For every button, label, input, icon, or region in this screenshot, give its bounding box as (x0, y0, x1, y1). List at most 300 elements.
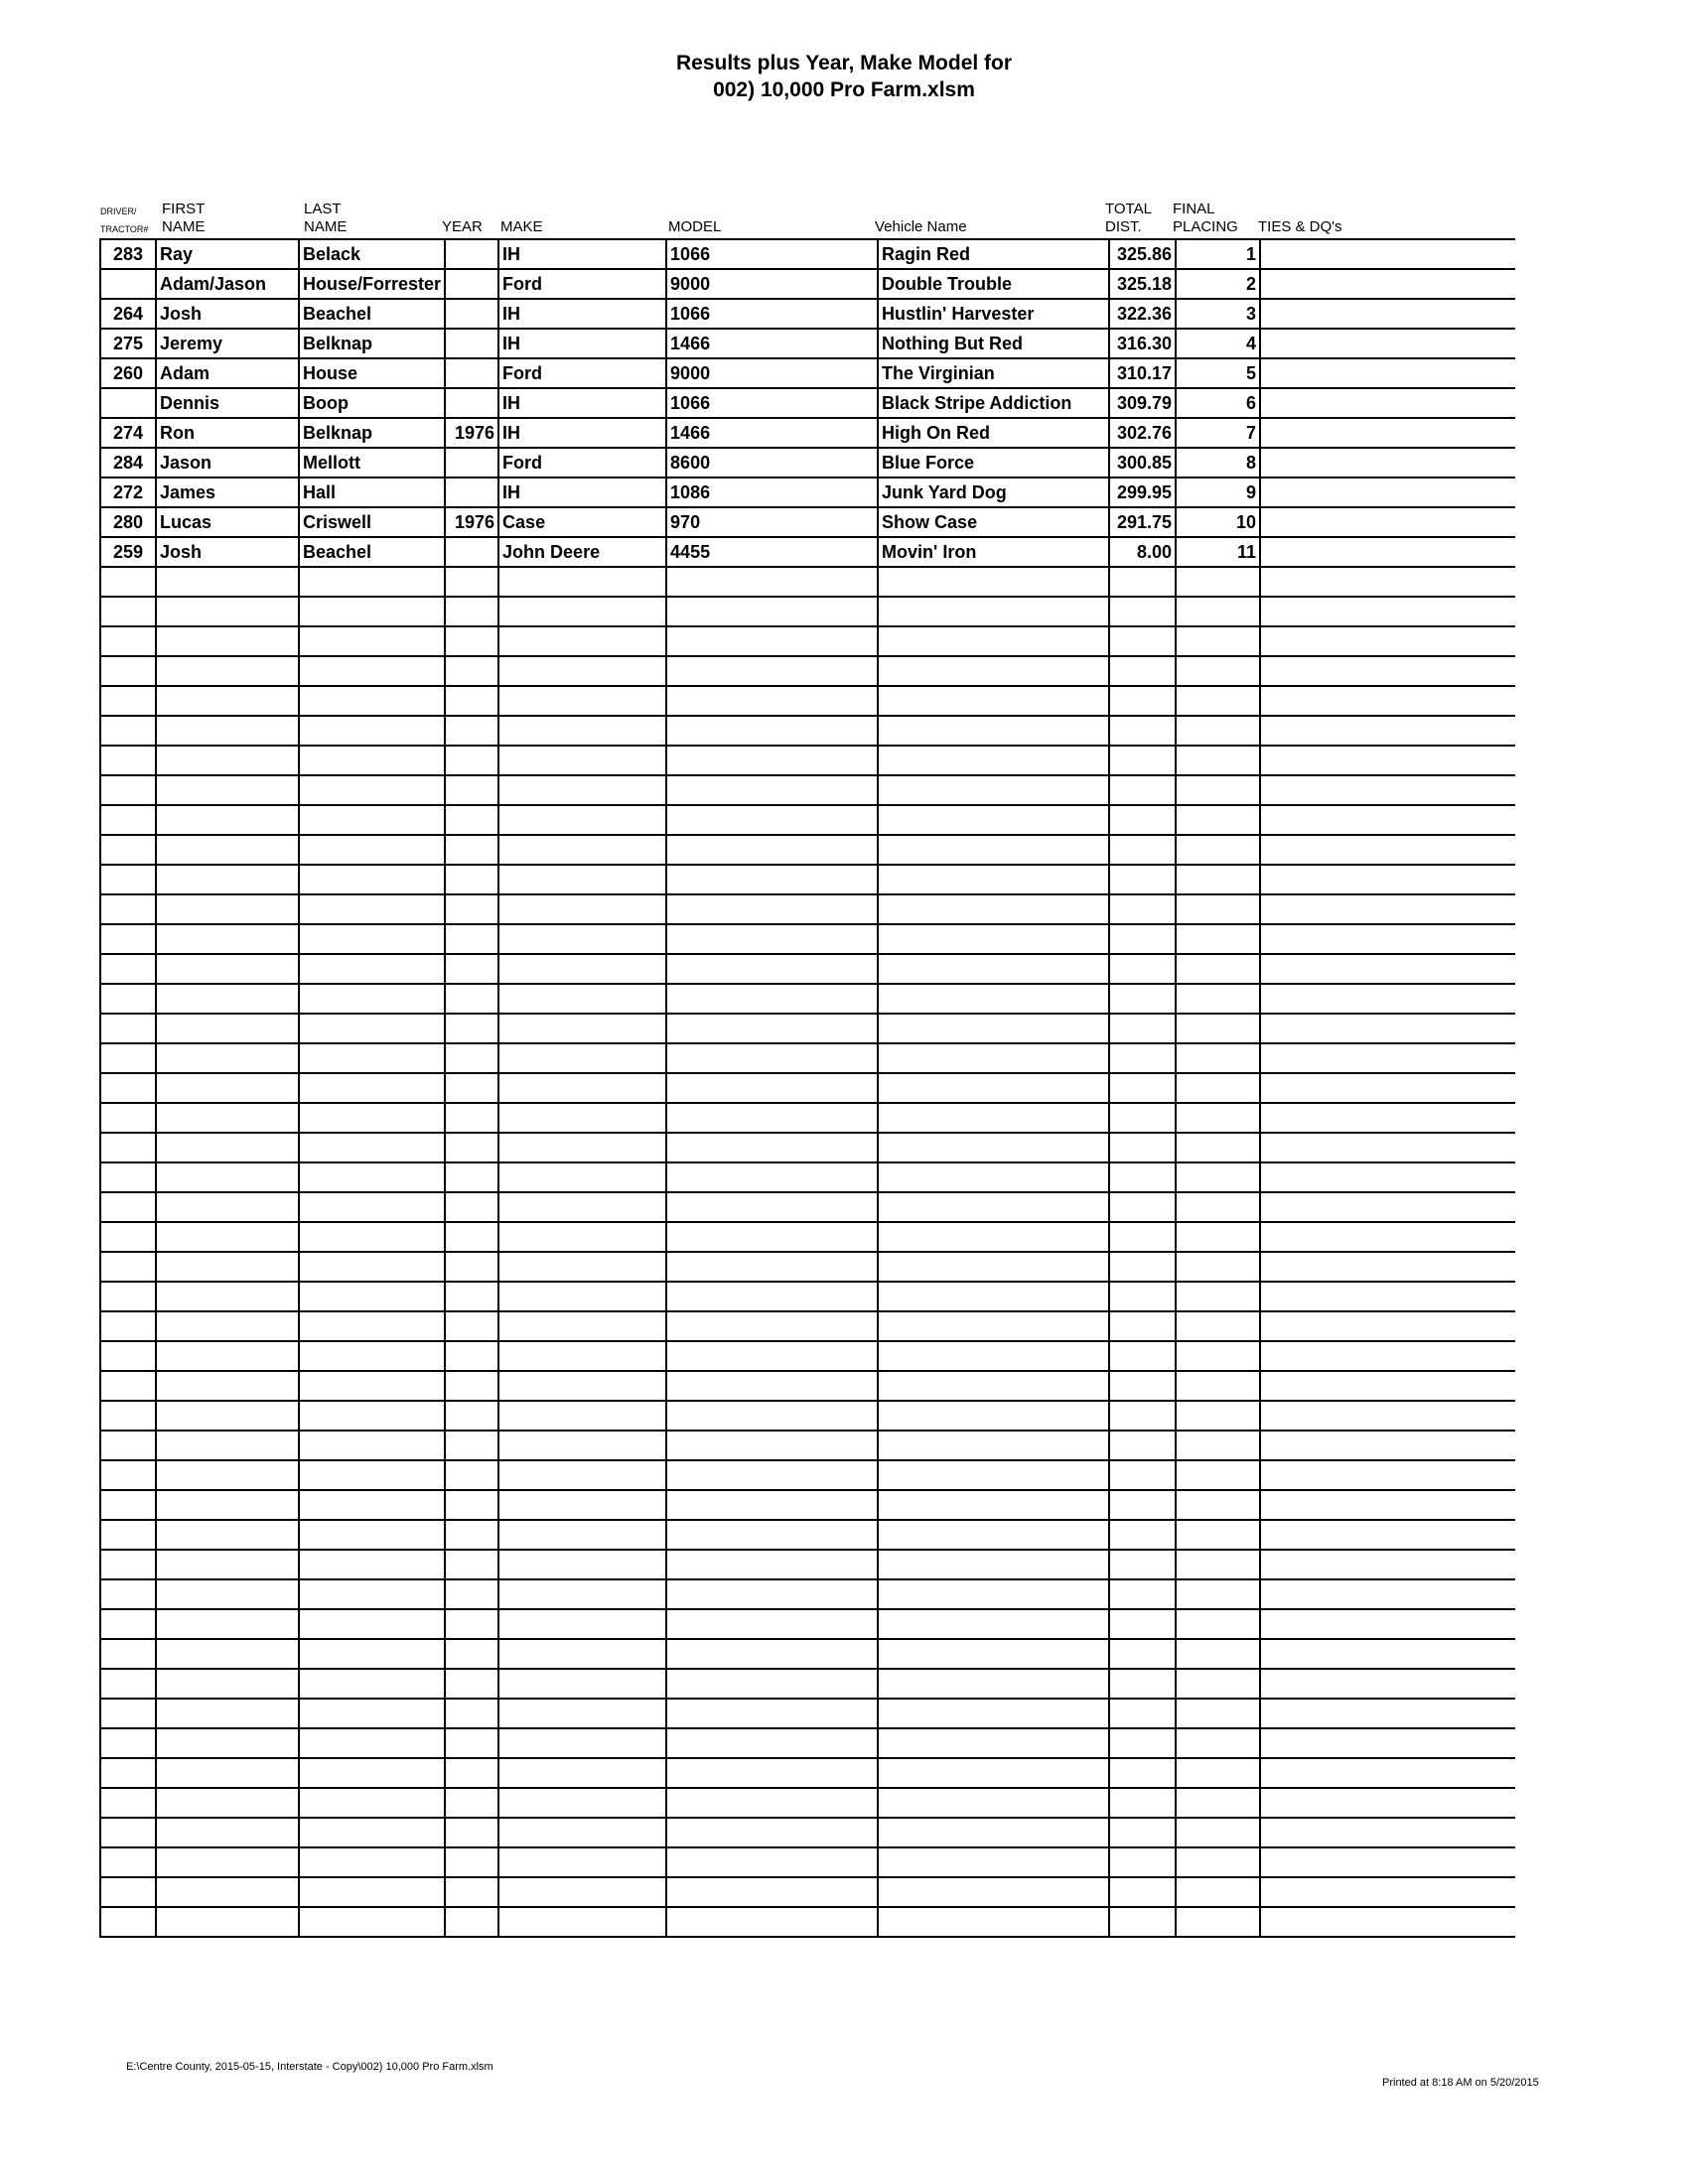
empty-table-row (100, 1609, 1515, 1639)
cell-model: 9000 (666, 358, 878, 388)
cell-dist (1109, 1907, 1176, 1937)
cell-model (666, 865, 878, 894)
cell-driver (100, 1341, 156, 1371)
empty-table-row (100, 1401, 1515, 1431)
cell-last (299, 1877, 445, 1907)
cell-place: 3 (1176, 299, 1260, 329)
cell-year (445, 1103, 498, 1133)
cell-vehicle (878, 1639, 1109, 1669)
cell-driver (100, 1490, 156, 1520)
table-row (100, 269, 1515, 299)
table-row (100, 239, 1515, 269)
cell-year (445, 1550, 498, 1579)
cell-driver (100, 1788, 156, 1818)
cell-dist: 8.00 (1109, 537, 1176, 567)
cell-dist (1109, 1788, 1176, 1818)
cell-driver (100, 686, 156, 716)
cell-model (666, 1431, 878, 1460)
cell-last: Belknap (299, 418, 445, 448)
cell-driver: 264 (100, 299, 156, 329)
cell-ties (1260, 1699, 1515, 1728)
cell-ties (1260, 299, 1515, 329)
cell-make (498, 1103, 666, 1133)
cell-last (299, 1460, 445, 1490)
cell-first (156, 1847, 299, 1877)
cell-ties (1260, 1103, 1515, 1133)
cell-place (1176, 597, 1260, 626)
cell-year (445, 716, 498, 746)
cell-place (1176, 716, 1260, 746)
cell-vehicle: Double Trouble (878, 269, 1109, 299)
cell-driver (100, 1401, 156, 1431)
cell-first (156, 1431, 299, 1460)
cell-first (156, 1788, 299, 1818)
cell-ties (1260, 865, 1515, 894)
cell-ties (1260, 478, 1515, 507)
table-row (100, 448, 1515, 478)
cell-year (445, 1520, 498, 1550)
cell-last (299, 1043, 445, 1073)
cell-make (498, 716, 666, 746)
cell-dist: 302.76 (1109, 418, 1176, 448)
cell-vehicle (878, 746, 1109, 775)
cell-model: 1066 (666, 239, 878, 269)
cell-place (1176, 1550, 1260, 1579)
cell-driver (100, 1877, 156, 1907)
cell-last (299, 1490, 445, 1520)
cell-dist (1109, 1133, 1176, 1162)
cell-dist (1109, 567, 1176, 597)
cell-model (666, 1043, 878, 1073)
cell-vehicle (878, 1401, 1109, 1431)
cell-dist (1109, 1818, 1176, 1847)
cell-first: Josh (156, 537, 299, 567)
cell-make (498, 1431, 666, 1460)
cell-make (498, 1699, 666, 1728)
cell-last (299, 1818, 445, 1847)
cell-model (666, 716, 878, 746)
cell-ties (1260, 1371, 1515, 1401)
cell-ties (1260, 1877, 1515, 1907)
cell-year (445, 656, 498, 686)
cell-place (1176, 656, 1260, 686)
cell-first (156, 1311, 299, 1341)
cell-dist (1109, 1222, 1176, 1252)
cell-first (156, 1907, 299, 1937)
empty-table-row (100, 954, 1515, 984)
cell-model (666, 924, 878, 954)
cell-ties (1260, 1311, 1515, 1341)
cell-model (666, 954, 878, 984)
cell-ties (1260, 1401, 1515, 1431)
cell-make: John Deere (498, 537, 666, 567)
cell-ties (1260, 805, 1515, 835)
cell-driver (100, 1460, 156, 1490)
cell-model: 1066 (666, 388, 878, 418)
cell-place (1176, 1192, 1260, 1222)
empty-table-row (100, 1520, 1515, 1550)
cell-place (1176, 1818, 1260, 1847)
cell-model (666, 1222, 878, 1252)
cell-last (299, 1728, 445, 1758)
cell-dist (1109, 1311, 1176, 1341)
cell-place (1176, 1431, 1260, 1460)
cell-place: 8 (1176, 448, 1260, 478)
cell-first (156, 894, 299, 924)
cell-vehicle (878, 1847, 1109, 1877)
cell-first: Adam (156, 358, 299, 388)
cell-vehicle (878, 924, 1109, 954)
cell-make (498, 567, 666, 597)
cell-driver (100, 894, 156, 924)
cell-year (445, 1043, 498, 1073)
cell-make (498, 1073, 666, 1103)
cell-dist (1109, 894, 1176, 924)
cell-first: Ron (156, 418, 299, 448)
cell-make (498, 1162, 666, 1192)
cell-ties (1260, 418, 1515, 448)
cell-last (299, 1133, 445, 1162)
cell-place: 4 (1176, 329, 1260, 358)
cell-first: Lucas (156, 507, 299, 537)
cell-place (1176, 1847, 1260, 1877)
cell-vehicle (878, 1609, 1109, 1639)
cell-vehicle (878, 1460, 1109, 1490)
cell-driver (100, 775, 156, 805)
cell-model (666, 1758, 878, 1788)
cell-dist (1109, 1520, 1176, 1550)
empty-table-row (100, 1073, 1515, 1103)
empty-table-row (100, 1490, 1515, 1520)
empty-table-row (100, 597, 1515, 626)
cell-last: Hall (299, 478, 445, 507)
cell-driver (100, 1847, 156, 1877)
cell-dist (1109, 1639, 1176, 1669)
cell-make (498, 1788, 666, 1818)
cell-dist (1109, 686, 1176, 716)
cell-place (1176, 865, 1260, 894)
cell-driver (100, 1669, 156, 1699)
cell-make (498, 1192, 666, 1222)
cell-last (299, 1073, 445, 1103)
cell-make (498, 1847, 666, 1877)
cell-make (498, 656, 666, 686)
cell-vehicle (878, 894, 1109, 924)
cell-last (299, 894, 445, 924)
cell-vehicle (878, 686, 1109, 716)
cell-ties (1260, 597, 1515, 626)
cell-driver (100, 1579, 156, 1609)
cell-driver (100, 984, 156, 1014)
cell-first (156, 1490, 299, 1520)
cell-first (156, 716, 299, 746)
cell-ties (1260, 746, 1515, 775)
empty-table-row (100, 1818, 1515, 1847)
cell-make: IH (498, 418, 666, 448)
empty-table-row (100, 1639, 1515, 1669)
cell-year (445, 1014, 498, 1043)
cell-place (1176, 1014, 1260, 1043)
cell-driver (100, 1431, 156, 1460)
cell-year (445, 1877, 498, 1907)
cell-vehicle: Black Stripe Addiction (878, 388, 1109, 418)
cell-year (445, 388, 498, 418)
cell-place (1176, 775, 1260, 805)
cell-make (498, 597, 666, 626)
cell-dist: 299.95 (1109, 478, 1176, 507)
cell-vehicle (878, 1669, 1109, 1699)
cell-vehicle (878, 775, 1109, 805)
cell-first (156, 1252, 299, 1282)
cell-first (156, 1639, 299, 1669)
cell-dist (1109, 626, 1176, 656)
cell-year (445, 1609, 498, 1639)
cell-driver (100, 1699, 156, 1728)
cell-make (498, 1520, 666, 1550)
cell-year: 1976 (445, 507, 498, 537)
cell-year (445, 1639, 498, 1669)
cell-model (666, 1401, 878, 1431)
cell-ties (1260, 507, 1515, 537)
cell-first (156, 1460, 299, 1490)
cell-first (156, 1401, 299, 1431)
cell-driver (100, 597, 156, 626)
cell-dist (1109, 1162, 1176, 1192)
cell-first (156, 1192, 299, 1222)
cell-year (445, 1222, 498, 1252)
cell-make: IH (498, 299, 666, 329)
cell-vehicle (878, 1907, 1109, 1937)
cell-first (156, 954, 299, 984)
cell-ties (1260, 1550, 1515, 1579)
cell-model (666, 1818, 878, 1847)
cell-model (666, 835, 878, 865)
cell-driver: 259 (100, 537, 156, 567)
cell-make (498, 924, 666, 954)
cell-year (445, 1282, 498, 1311)
cell-driver (100, 1609, 156, 1639)
table-row (100, 478, 1515, 507)
cell-first (156, 686, 299, 716)
empty-table-row (100, 1133, 1515, 1162)
cell-place (1176, 1490, 1260, 1520)
cell-vehicle: Show Case (878, 507, 1109, 537)
cell-vehicle (878, 1222, 1109, 1252)
cell-driver (100, 1758, 156, 1788)
cell-ties (1260, 1043, 1515, 1073)
cell-last (299, 775, 445, 805)
header-last-bottom: NAME (304, 218, 348, 235)
cell-first (156, 1579, 299, 1609)
cell-year (445, 865, 498, 894)
cell-dist (1109, 835, 1176, 865)
cell-place (1176, 1043, 1260, 1073)
cell-first (156, 865, 299, 894)
cell-vehicle: Nothing But Red (878, 329, 1109, 358)
cell-model (666, 1252, 878, 1282)
footer-file-path: E:\Centre County, 2015-05-15, Interstate - Copy\002) 10,000 Pro Farm.xlsm (126, 2061, 493, 2073)
cell-dist (1109, 1371, 1176, 1401)
cell-first (156, 1133, 299, 1162)
cell-ties (1260, 358, 1515, 388)
cell-model (666, 1877, 878, 1907)
table-row (100, 358, 1515, 388)
cell-last (299, 865, 445, 894)
cell-last (299, 924, 445, 954)
cell-last (299, 567, 445, 597)
cell-ties (1260, 1460, 1515, 1490)
cell-place (1176, 1669, 1260, 1699)
cell-year (445, 775, 498, 805)
cell-dist (1109, 1043, 1176, 1073)
cell-make (498, 1014, 666, 1043)
header-year: YEAR (442, 218, 483, 235)
cell-make (498, 1401, 666, 1431)
cell-model (666, 1520, 878, 1550)
cell-ties (1260, 716, 1515, 746)
cell-driver (100, 1043, 156, 1073)
table-row (100, 329, 1515, 358)
cell-vehicle (878, 1758, 1109, 1788)
cell-model (666, 686, 878, 716)
cell-vehicle: Ragin Red (878, 239, 1109, 269)
cell-last (299, 1669, 445, 1699)
cell-place (1176, 924, 1260, 954)
cell-vehicle: The Virginian (878, 358, 1109, 388)
cell-place (1176, 686, 1260, 716)
cell-driver (100, 388, 156, 418)
header-first-top: FIRST (162, 201, 206, 217)
cell-first (156, 1043, 299, 1073)
cell-driver (100, 1103, 156, 1133)
cell-model: 1466 (666, 418, 878, 448)
cell-place (1176, 984, 1260, 1014)
cell-ties (1260, 448, 1515, 478)
cell-model: 9000 (666, 269, 878, 299)
cell-last (299, 1252, 445, 1282)
cell-place (1176, 746, 1260, 775)
cell-make (498, 686, 666, 716)
header-vehicle-name: Vehicle Name (875, 218, 967, 235)
cell-make (498, 1311, 666, 1341)
cell-model (666, 1728, 878, 1758)
header-dist-top: TOTAL (1105, 201, 1152, 217)
cell-last (299, 1520, 445, 1550)
cell-ties (1260, 1490, 1515, 1520)
cell-year (445, 1192, 498, 1222)
cell-year (445, 1669, 498, 1699)
cell-model (666, 1073, 878, 1103)
empty-table-row (100, 865, 1515, 894)
cell-year (445, 567, 498, 597)
cell-driver (100, 1728, 156, 1758)
cell-driver (100, 1014, 156, 1043)
cell-model: 970 (666, 507, 878, 537)
page-title-line-1: Results plus Year, Make Model for (675, 52, 1013, 74)
cell-driver (100, 924, 156, 954)
empty-table-row (100, 1699, 1515, 1728)
cell-dist (1109, 1728, 1176, 1758)
cell-vehicle (878, 1431, 1109, 1460)
cell-place (1176, 1877, 1260, 1907)
empty-table-row (100, 1014, 1515, 1043)
cell-first (156, 1073, 299, 1103)
cell-driver (100, 1222, 156, 1252)
empty-table-row (100, 746, 1515, 775)
cell-place: 9 (1176, 478, 1260, 507)
cell-first (156, 1550, 299, 1579)
cell-place (1176, 1341, 1260, 1371)
cell-make: IH (498, 388, 666, 418)
cell-driver (100, 1311, 156, 1341)
cell-first (156, 984, 299, 1014)
empty-table-row (100, 626, 1515, 656)
cell-year (445, 1818, 498, 1847)
cell-last (299, 716, 445, 746)
cell-dist (1109, 1699, 1176, 1728)
cell-first: James (156, 478, 299, 507)
header-make: MAKE (500, 218, 543, 235)
cell-dist (1109, 1341, 1176, 1371)
cell-ties (1260, 1728, 1515, 1758)
cell-year (445, 626, 498, 656)
cell-driver (100, 1162, 156, 1192)
cell-ties (1260, 984, 1515, 1014)
cell-year (445, 358, 498, 388)
cell-make (498, 1222, 666, 1252)
cell-make (498, 1818, 666, 1847)
cell-year: 1976 (445, 418, 498, 448)
cell-ties (1260, 1073, 1515, 1103)
cell-last: Belack (299, 239, 445, 269)
empty-table-row (100, 716, 1515, 746)
cell-last (299, 1609, 445, 1639)
cell-driver: 272 (100, 478, 156, 507)
empty-table-row (100, 1788, 1515, 1818)
cell-place (1176, 1699, 1260, 1728)
cell-last (299, 1550, 445, 1579)
cell-vehicle (878, 1550, 1109, 1579)
empty-table-row (100, 1431, 1515, 1460)
cell-dist: 309.79 (1109, 388, 1176, 418)
empty-table-row (100, 1728, 1515, 1758)
cell-place (1176, 1162, 1260, 1192)
cell-make: IH (498, 478, 666, 507)
cell-dist (1109, 656, 1176, 686)
cell-year (445, 1371, 498, 1401)
cell-ties (1260, 269, 1515, 299)
cell-first (156, 626, 299, 656)
cell-year (445, 1073, 498, 1103)
cell-model (666, 805, 878, 835)
cell-place (1176, 1460, 1260, 1490)
cell-make (498, 894, 666, 924)
cell-make (498, 805, 666, 835)
cell-place (1176, 1103, 1260, 1133)
cell-dist (1109, 1460, 1176, 1490)
cell-ties (1260, 1788, 1515, 1818)
cell-year (445, 1728, 498, 1758)
cell-year (445, 239, 498, 269)
cell-vehicle (878, 1311, 1109, 1341)
cell-place (1176, 567, 1260, 597)
cell-driver (100, 567, 156, 597)
cell-vehicle (878, 1490, 1109, 1520)
cell-driver (100, 1282, 156, 1311)
cell-make: Ford (498, 358, 666, 388)
cell-last (299, 626, 445, 656)
cell-model (666, 1639, 878, 1669)
